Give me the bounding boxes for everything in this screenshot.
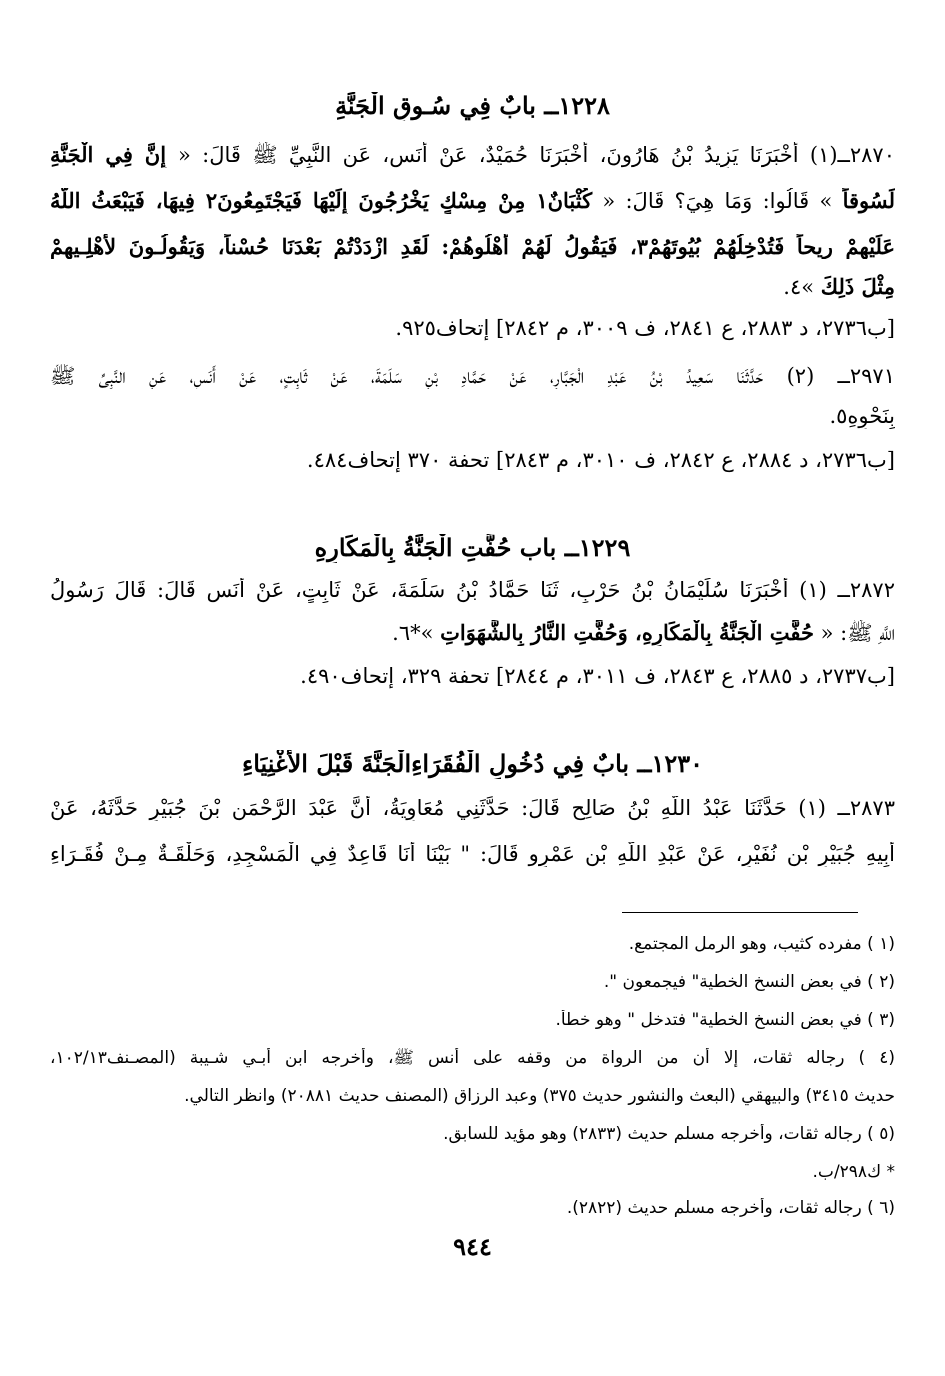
- hadith-matn: لَسُوقاً: [842, 188, 895, 213]
- footnote: (٥ ) رجاله ثقات، وأخرجه مسلم حديث (٢٨٣٣) وهو مؤيد للسابق.: [443, 1124, 895, 1144]
- hadith-text: ٢٨٧٠ــ(١) أَخْبَرَنَا يَزِيدُ بْنُ هَارُونَ، أَخْبَرَنَا حُمَيْدٌ، عَنْ أَنَسٍ، عَنِ النَّبِيِّ ﷺ قَالَ: «: [178, 143, 895, 167]
- chapter-heading: ١٢٢٩ــ باب حُفَّتِ الْجَنَّةُ بِالْمَكَارِهِ: [314, 534, 631, 562]
- hadith-text-line: ٢٨٧٣ــ (١) حَدَّثَنَا عَبْدُ اللَّهِ بْنُ صَالِحٍ قَالَ: حَدَّثَنِي مُعَاوِيَةُ، أَنَّ عَبْدَ الرَّحْمَنِ بْنَ جُبَيْرٍ حَدَّثَهُ، عَنْ: [50, 796, 895, 820]
- hadith-reference: [ب٢٧٣٦، د ٢٨٨٣، ع ٢٨٤١، ف ٣٠٠٩، م ٢٨٤٢] إتحاف٩٢٥.: [395, 316, 895, 340]
- hadith-text-line: ٢٩٧١ــ (٢) حَدَّثَنَا سَعِيدُ بْنُ عَبْدِ الْجَبَّارِ، عَنْ حَمَّادِ بْنِ سَلَمَةَ، عَنْ ثَابِتٍ، عَنْ أَنَسٍ، عَنِ النَّبِيِّ ﷺ: [50, 364, 895, 388]
- hadith-text-line: بِنَحْوِهِ٥.: [829, 404, 895, 428]
- hadith-matn: مِثْلَ ذَلِكَ: [820, 274, 895, 299]
- hadith-text-line: [50, 142, 895, 168]
- page-number: ٩٤٤: [453, 1232, 492, 1261]
- footnote: حديث ٣٤١٥) والبيهقي (البعث والنشور حديث ٣٧٥) وعبد الرزاق (المصنف حديث ٢٠٨٨١) وانظر التالي.: [184, 1086, 895, 1106]
- footnote-separator: [622, 912, 858, 913]
- chapter-heading: ١٢٣٠ــ بابٌ فِي دُخُولِ الْفُقَرَاءِالْجَنَّةَ قَبْلَ الأَغْنِيَاءِ: [241, 750, 704, 778]
- footnote: (٣ ) في بعض النسخ الخطية" فتدخل " وهو خطأ.: [555, 1010, 895, 1030]
- hadith-text-line: [50, 188, 895, 214]
- footnote: (٢ ) في بعض النسخ الخطية" فيجمعون ".: [603, 972, 895, 992]
- footnote: (٦ ) رجاله ثقات، وأخرجه مسلم حديث (٢٨٢٢).: [566, 1198, 895, 1218]
- hadith-reference: [ب٢٧٣٦، د ٢٨٨٤، ع ٢٨٤٢، ف ٣٠١٠، م ٢٨٤٣] تحفة ٣٧٠ إتحاف٤٨٤.: [306, 448, 895, 472]
- hadith-reference: [ب٢٧٣٧، د ٢٨٨٥، ع ٢٨٤٣، ف ٣٠١١، م ٢٨٤٤] تحفة ٣٢٩، إتحاف٤٩٠.: [300, 664, 895, 688]
- footnote: * ك٢٩٨/ب.: [812, 1162, 895, 1182]
- hadith-text: »٤.: [783, 275, 821, 299]
- hadith-text-line: [50, 274, 895, 300]
- hadith-matn: إِنَّ فِي الْجَنَّةِ: [50, 142, 178, 167]
- footnote: (٤ ) رجاله ثقات، إلا أن من الرواة من وقفه على أنس ﷺ، وأخرجه ابن أبـي شـيبة (المصـنف١٠٢/١٣،: [50, 1048, 895, 1068]
- hadith-text: » قَالُوا: وَمَا هِيَ؟ قَالَ: «: [592, 189, 843, 213]
- hadith-matn: حُفَّتِ الْجَنَّةُ بِالْمَكَارِهِ، وَحُفَّتِ النَّارُ بِالشَّهَوَاتِ: [440, 620, 814, 645]
- chapter-heading: ١٢٢٨ــ بابٌ فِي سُـوقِ الْجَنَّةِ: [335, 92, 610, 120]
- hadith-text-line: عَلَيْهِمْ رِيحاً فَتُدْخِلُهُمْ بُيُوتَهُمْ٣، فَيَقُولُ لَهُمْ أَهْلُوهُمْ: لَقَدِ ازْدَدْتُمْ بَعْدَنَا حُسْناً، وَيَقُولُـونَ لأَهْلِـيهِمْ: [50, 234, 895, 259]
- hadith-text: »*٦.: [392, 621, 441, 645]
- hadith-matn: كُثْبَانٌ١ مِنْ مِسْكٍ يَخْرُجُونَ إِلَيْهَا فَيَجْتَمِعُونَ٢ فِيهَا، فَيَبْعَثُ اللَّهُ: [50, 188, 593, 213]
- hadith-text: اللَّهِ ﷺ: «: [813, 621, 895, 645]
- footnote: (١ ) مفرده كثيب، وهو الرمل المجتمع.: [628, 934, 895, 954]
- hadith-text-line: [50, 620, 895, 646]
- hadith-text-line: أَبِيهِ جُبَيْرِ بْنِ نُفَيْرٍ، عَنْ عَبْدِ اللَّهِ بْنِ عَمْرٍو قَالَ: " بَيْنَا أَنَا قَاعِدٌ فِي الْمَسْجِدِ، وَحَلْقَـةٌ مِـنْ فُقَـرَاءِ: [50, 842, 895, 866]
- hadith-text-line: ٢٨٧٢ــ (١) أَخْبَرَنَا سُلَيْمَانُ بْنُ حَرْبٍ، ثَنَا حَمَّادُ بْنُ سَلَمَةَ، عَنْ ثَابِتٍ، عَنْ أَنَسٍ قَالَ: قَالَ رَسُولُ: [50, 578, 895, 602]
